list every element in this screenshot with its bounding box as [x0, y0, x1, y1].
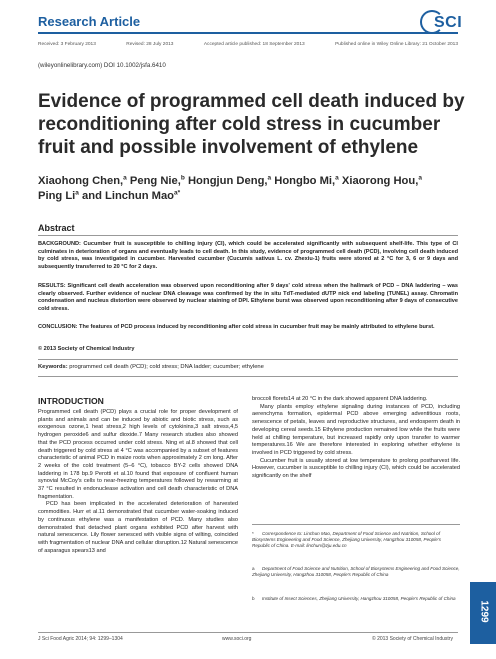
page-number-tab — [470, 582, 496, 644]
doi-line: (wileyonlinelibrary.com) DOI 10.1002/jsfa.6410 — [38, 62, 166, 69]
abstract-rule — [38, 235, 458, 236]
accepted-date: Accepted article published: 18 September 2013 — [203, 42, 305, 47]
background-label: BACKGROUND: — [38, 241, 81, 247]
abstract-heading: Abstract — [38, 223, 75, 233]
abstract-background — [38, 241, 458, 271]
revised-date: Revised: 28 July 2013 — [126, 42, 174, 47]
footnote-rule — [252, 524, 460, 525]
abstract-copyright: © 2013 Society of Chemical Industry — [38, 346, 135, 352]
footnote-text: Correspondence to: Linchun Mao, Department of Food Science and Nutrition, School of Biosystems Engineering and Food Science, Zhejiang University, Hangzhou 310058, People's Republic of China. E-mail: linchun@zju.edu.cn — [252, 531, 441, 549]
results-text: Significant cell death acceleration was observed upon reconditioning after 9 days' cold stress when the hallmark of PCD – DNA laddering – was clearly observed. Further evidence of nuclear DNA cleavage was confirmed by the in situ TdT-mediated dUTP nick end labeling (TUNEL) assay. Chromatin condensation and nucleus distortion were observed by nuclear staining of DPI. Ethylene burst was observed upon reconditioning after 9 days of consecutive cold stress. — [38, 283, 458, 312]
footnote-mark: * — [252, 531, 254, 536]
authors-line-1: Xiaohong Chen,$^a$ Peng Nie,$^b$ Hongjun Deng,$^a$ Hongbo Mi,$^a$ Xiaorong Hou,$^a$ — [38, 174, 422, 187]
publication-dates — [38, 42, 458, 47]
abstract-results — [38, 283, 458, 313]
footer-website: www.soci.org — [222, 636, 252, 642]
intro-paragraph-3: broccoli florets14 at 20 °C in the dark showed apparent DNA laddering. — [252, 396, 428, 402]
intro-paragraph-1: Programmed cell death (PCD) plays a crucial role for proper development of plants and animals and can be induced by abiotic and biotic stress, such as exogenous ozone,1 heat stress,2 high levels of cytokinins,3 salt stress,4,5 hydrogen peroxide6 and sulfur dioxide.7 Many research studies also showed that the PCD process occurred under cold stress. Ning et al.8 showed that cell death triggered by cold stress at 4 °C was accompanied by a subset of features characteristic of animal PCD in maize roots when approximately 2 cm long. After 2 weeks of the cold treatment (5–6 °C), tobacco BY-2 cells showed DNA laddering in 178 bp.9 Perotti et al.10 found that exposure of confluent human synovial McCoy's cells to near-freezing temperatures followed by rewarming at 37 °C resulted in endonuclease activation and cell death characteristic of DNA fragmentation. — [38, 409, 238, 500]
article-title: Evidence of programmed cell death induced by reconditioning after cold stress in cucumber fruit and possible involvement of ethylene — [38, 91, 465, 158]
footnote-text: Institute of Insect Sciences, Zhejiang University, Hangzhou 310058, People's Republic of China — [262, 596, 456, 601]
intro-paragraph-4: Many plants employ ethylene signaling during instances of PCD, including aerenchyma formation, epidermal PCD above emerging adventitious roots, senescence of petals, leaves and reproductive structures, and endosperm death in developing cereal seeds.15 Ethylene production remained low while the fruits were held at chilling temperature, but increased rapidly only upon transfer to warmer temperatures.16 We are therefore interested in exploring whether ethylene is involved in PCD triggered by cold stress. — [252, 403, 460, 456]
footnote-text: Department of Food Science and Nutrition, School of Biosystems Engineering and Food Science, Zhejiang University, Hangzhou 310058, People's Republic of China — [252, 566, 460, 578]
footer-rule — [38, 632, 458, 633]
received-date: Received: 3 February 2013 — [38, 42, 96, 47]
header-rule — [38, 32, 458, 34]
section-label: Research Article — [38, 14, 141, 29]
footnote-correspondence — [252, 531, 460, 550]
intro-column-right — [252, 396, 460, 481]
intro-column-left — [38, 409, 238, 555]
keywords-label: Keywords: — [38, 364, 68, 370]
background-text: Cucumber fruit is susceptible to chilling injury (CI), which could be accelerated significantly with subsequent shelf-life. This type of CI culminates in deterioration of organs and eventually leads to cell death. In this study, evidence of programmed cell death (PCD), involving cell death induced by cold stress, was investigated in cucumber. Harvested cucumber (Cucumis sativus L. cv. Zhexiu-1) fruits were stored at 2 °C for 3, 6 or 9 days and subsequently transferred to 20 °C for 2 days. — [38, 241, 458, 270]
footnote-mark: b — [252, 596, 255, 601]
intro-paragraph-2: PCD has been implicated in the accelerated deterioration of harvested commodities. Hurr et al.11 demonstrated that cucumber water-soaking induced by continuous ethylene was a manifestation of PCD. Many studies also demonstrated that detached plant organs exhibited PCD after harvest with natural senescence. Lily flower senesced with visible signs of wilting, coincided with fragmentation of nuclear DNA and cellular disruption.12 Natural senescence of asparagus spears13 and — [38, 501, 238, 554]
footnote-mark: a — [252, 566, 255, 571]
results-label: RESULTS: — [38, 283, 66, 289]
footnote-affiliation-b — [252, 596, 460, 602]
author-list — [38, 174, 468, 204]
introduction-heading: INTRODUCTION — [38, 396, 104, 406]
page-number: 1299 — [478, 600, 490, 623]
published-date: Published online in Wiley Online Library: 21 October 2013 — [335, 42, 458, 47]
footer-copyright: © 2013 Society of Chemical Industry — [372, 636, 453, 642]
keywords-top-rule — [38, 359, 458, 360]
intro-paragraph-5: Cucumber fruit is usually stored at low temperature to prolong postharvest life. However, cucumber is susceptible to chilling injury (CI), which could be accelerated significantly on the shelf — [252, 457, 460, 480]
abstract-conclusion — [38, 324, 458, 332]
keywords — [38, 364, 264, 370]
keywords-bottom-rule — [38, 376, 458, 377]
conclusion-label: CONCLUSION: — [38, 324, 78, 330]
authors-line-2: Ping Li$^a$ and Linchun Mao$^{a*}$ — [38, 189, 181, 202]
conclusion-text: The features of PCD process induced by reconditioning after cold stress in cucumber fruit may be mainly attributed to ethylene burst. — [79, 324, 435, 330]
logo-text: SCI — [434, 14, 463, 31]
footer-journal: J Sci Food Agric 2014; 94: 1299–1304 — [38, 636, 123, 642]
keywords-text: programmed cell death (PCD); cold stress; DNA ladder; cucumber; ethylene — [69, 364, 264, 370]
footnote-affiliation-a — [252, 566, 460, 578]
